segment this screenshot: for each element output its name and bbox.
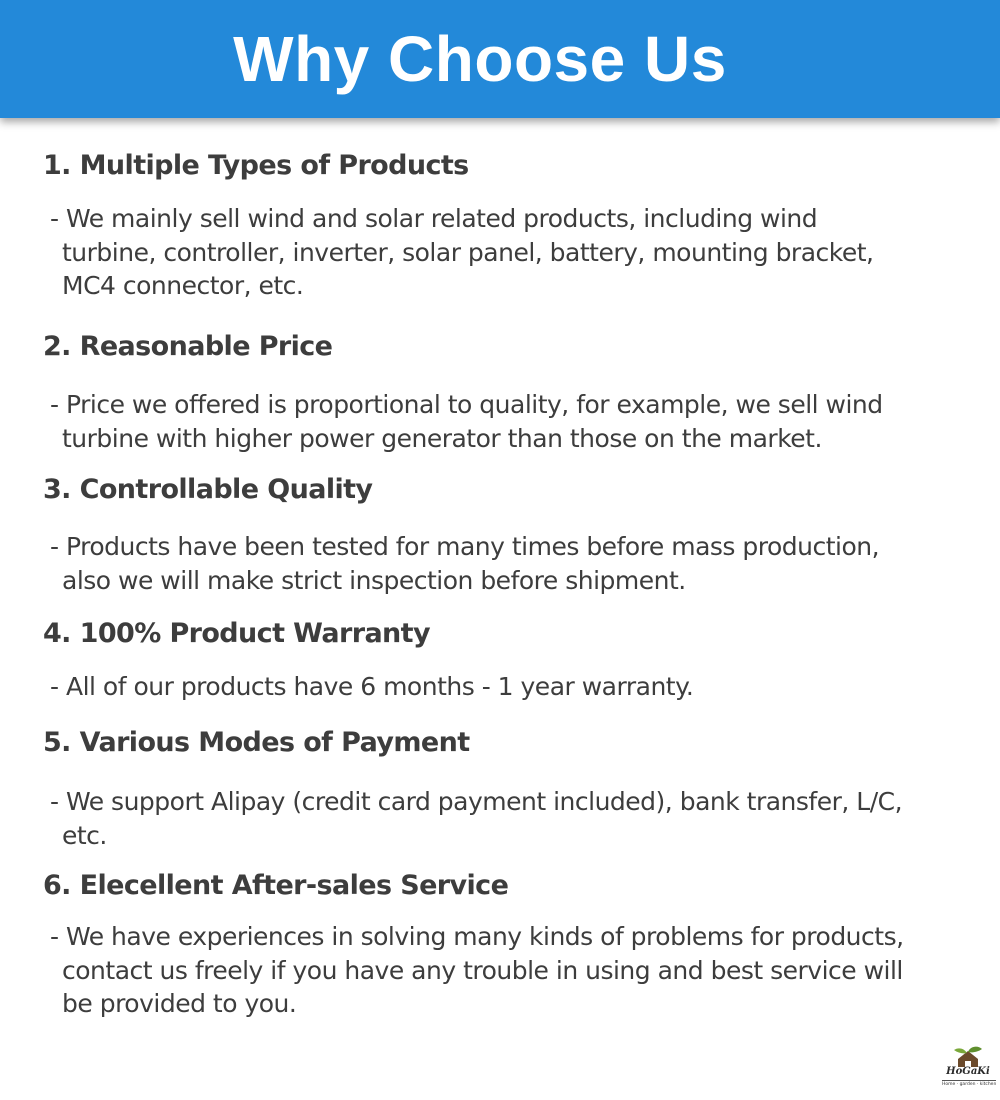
body-line: be provided to you. bbox=[62, 989, 297, 1018]
logo-name: HoGaKi bbox=[946, 1066, 990, 1077]
brand-logo bbox=[940, 1046, 996, 1094]
section-body bbox=[50, 202, 960, 303]
body-line: contact us freely if you have any trouble in using and best service will bbox=[62, 955, 903, 985]
page-title: Why Choose Us bbox=[233, 23, 727, 95]
section-body bbox=[50, 530, 960, 597]
section-body bbox=[50, 785, 960, 852]
body-line: etc. bbox=[62, 820, 107, 850]
section-heading: 5. Various Modes of Payment bbox=[43, 727, 470, 758]
body-line: - All of our products have 6 months - 1 year warranty. bbox=[50, 672, 694, 701]
section-heading: 6. Elecellent After-sales Service bbox=[43, 870, 509, 901]
header-banner bbox=[0, 0, 1000, 118]
house-leaf-icon bbox=[940, 1046, 996, 1068]
section-heading: 1. Multiple Types of Products bbox=[43, 150, 469, 181]
section-body bbox=[50, 920, 960, 1021]
body-line: turbine with higher power generator than those on the market. bbox=[62, 423, 822, 453]
body-line: - Price we offered is proportional to quality, for example, we sell wind bbox=[50, 390, 883, 419]
section-heading: 4. 100% Product Warranty bbox=[43, 618, 430, 649]
body-line: - We mainly sell wind and solar related products, including wind bbox=[50, 204, 818, 233]
body-line: turbine, controller, inverter, solar panel, battery, mounting bracket, bbox=[62, 237, 874, 267]
body-line: - Products have been tested for many times before mass production, bbox=[50, 532, 880, 561]
section-heading: 2. Reasonable Price bbox=[43, 331, 333, 362]
section-body bbox=[50, 670, 960, 704]
body-line: - We have experiences in solving many kinds of problems for products, bbox=[50, 922, 904, 951]
body-line: also we will make strict inspection before shipment. bbox=[62, 565, 686, 595]
body-line: MC4 connector, etc. bbox=[62, 271, 304, 300]
section-body bbox=[50, 388, 960, 455]
logo-tagline: Home · garden · kitchen bbox=[942, 1082, 997, 1087]
body-line: - We support Alipay (credit card payment included), bank transfer, L/C, bbox=[50, 787, 903, 816]
section-heading: 3. Controllable Quality bbox=[43, 474, 373, 505]
